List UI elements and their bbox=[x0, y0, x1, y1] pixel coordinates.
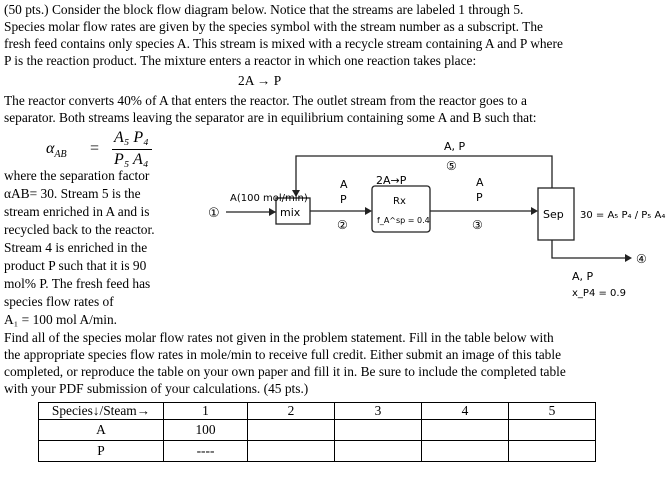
separator-relation: 30 = A₅ P₄ / P₅ A₄ bbox=[580, 210, 666, 221]
problem-line-10: with your PDF submission of your calculations. (45 pts.) bbox=[4, 381, 309, 396]
stream-3-species-p: P bbox=[476, 191, 483, 204]
reactor-conversion-label: f_A^sp = 0.4 bbox=[377, 216, 430, 225]
mix-label: mix bbox=[280, 206, 301, 219]
reaction-equation: 2A → P bbox=[238, 73, 282, 88]
feed-label: A(100 mol/min) bbox=[230, 193, 308, 204]
cell-a-1[interactable]: 100 bbox=[164, 420, 248, 441]
cell-p-3[interactable] bbox=[335, 441, 422, 462]
problem-line-2: Species molar flow rates are given by the species symbol with the stream number as a subscript. The bbox=[4, 19, 543, 34]
separation-factor-equation bbox=[46, 129, 156, 173]
recycle-species-label: A, P bbox=[444, 140, 466, 153]
header-species-stream: Species↓/Steam→ bbox=[39, 403, 164, 420]
left-text-8: species flow rates of bbox=[4, 294, 114, 309]
left-text-7: mol% P. The fresh feed has bbox=[4, 276, 151, 291]
cell-a-3[interactable] bbox=[335, 420, 422, 441]
row-species-p: P bbox=[39, 441, 164, 462]
header-stream-4: 4 bbox=[422, 403, 509, 420]
stream-3-label: ③ bbox=[472, 218, 483, 232]
table-header-row bbox=[39, 403, 596, 420]
reactor-label: Rx bbox=[393, 196, 406, 207]
equation-numerator: A₅ P₄ bbox=[114, 129, 149, 146]
arrow-into-reactor bbox=[365, 207, 372, 215]
header-stream-2: 2 bbox=[248, 403, 335, 420]
reactor-reaction-label: 2A→P bbox=[376, 174, 407, 187]
flow-rate-table bbox=[38, 402, 596, 462]
stream-3-species-a: A bbox=[476, 176, 484, 189]
left-text-1: where the separation factor bbox=[4, 168, 150, 183]
cell-p-5[interactable] bbox=[509, 441, 596, 462]
left-text-2: αAB= 30. Stream 5 is the bbox=[4, 186, 141, 201]
left-text-5: Stream 4 is enriched in the bbox=[4, 240, 148, 255]
problem-line-8: the appropriate species flow rates in mole/min to receive full credit. Either submit an image of this table bbox=[4, 347, 562, 362]
stream-5-label: ⑤ bbox=[446, 159, 457, 173]
left-text-9: A₁ = 100 mol A/min. bbox=[4, 312, 118, 327]
problem-line-5: The reactor converts 40% of A that enters the reactor. The outlet stream from the reactor goes to a bbox=[4, 93, 527, 108]
problem-line-7: Find all of the species molar flow rates not given in the problem statement. Fill in the table below with bbox=[4, 330, 554, 345]
stream-4-label: ④ bbox=[636, 252, 647, 266]
left-text-6: product P such that it is 90 bbox=[4, 258, 147, 273]
table-row bbox=[39, 441, 596, 462]
reactor-box bbox=[372, 186, 430, 232]
equation-lhs: $\alpha_{AB}$ bbox=[46, 140, 67, 161]
left-text-3: stream enriched in A and is bbox=[4, 204, 150, 219]
problem-line-9: completed, or reproduce the table on your own paper and fill it in. Be sure to include the completed table bbox=[4, 364, 566, 379]
equation-denominator: P₅ A₄ bbox=[114, 151, 149, 168]
arrow-product bbox=[625, 254, 632, 262]
stream-2-species-p: P bbox=[340, 193, 347, 206]
cell-a-2[interactable] bbox=[248, 420, 335, 441]
block-flow-diagram bbox=[200, 128, 672, 310]
cell-a-4[interactable] bbox=[422, 420, 509, 441]
equation-equals: = bbox=[90, 140, 100, 157]
cell-p-4[interactable] bbox=[422, 441, 509, 462]
stream-1-label: ① bbox=[208, 206, 220, 221]
arrow-into-separator bbox=[531, 207, 538, 215]
problem-line-3: fresh feed contains only species A. This stream is mixed with a recycle stream containing A and P where bbox=[4, 36, 563, 51]
problem-line-6: separator. Both streams leaving the separator are in equilibrium containing some A and B such that: bbox=[4, 110, 537, 125]
product-species-label: A, P bbox=[572, 270, 594, 283]
problem-line-1: (50 pts.) Consider the block flow diagram below. Notice that the streams are labeled 1 through 5. bbox=[4, 2, 524, 17]
stream-2-species-a: A bbox=[340, 178, 348, 191]
problem-line-4: P is the reaction product. The mixture enters a reactor in which one reaction takes place: bbox=[4, 53, 477, 68]
cell-p-1[interactable]: ---- bbox=[164, 441, 248, 462]
stream-2-label: ② bbox=[337, 218, 348, 232]
cell-p-2[interactable] bbox=[248, 441, 335, 462]
product-stream-line bbox=[552, 240, 630, 258]
table-row bbox=[39, 420, 596, 441]
arrow-into-mix bbox=[269, 208, 276, 216]
fraction-bar bbox=[112, 149, 152, 150]
cell-a-5[interactable] bbox=[509, 420, 596, 441]
header-stream-3: 3 bbox=[335, 403, 422, 420]
left-text-4: recycled back to the reactor. bbox=[4, 222, 155, 237]
row-species-a: A bbox=[39, 420, 164, 441]
header-stream-1: 1 bbox=[164, 403, 248, 420]
product-spec-label: x_P4 = 0.9 bbox=[572, 288, 626, 299]
header-stream-5: 5 bbox=[509, 403, 596, 420]
separator-label: Sep bbox=[543, 208, 564, 221]
recycle-stream-line bbox=[296, 156, 552, 196]
